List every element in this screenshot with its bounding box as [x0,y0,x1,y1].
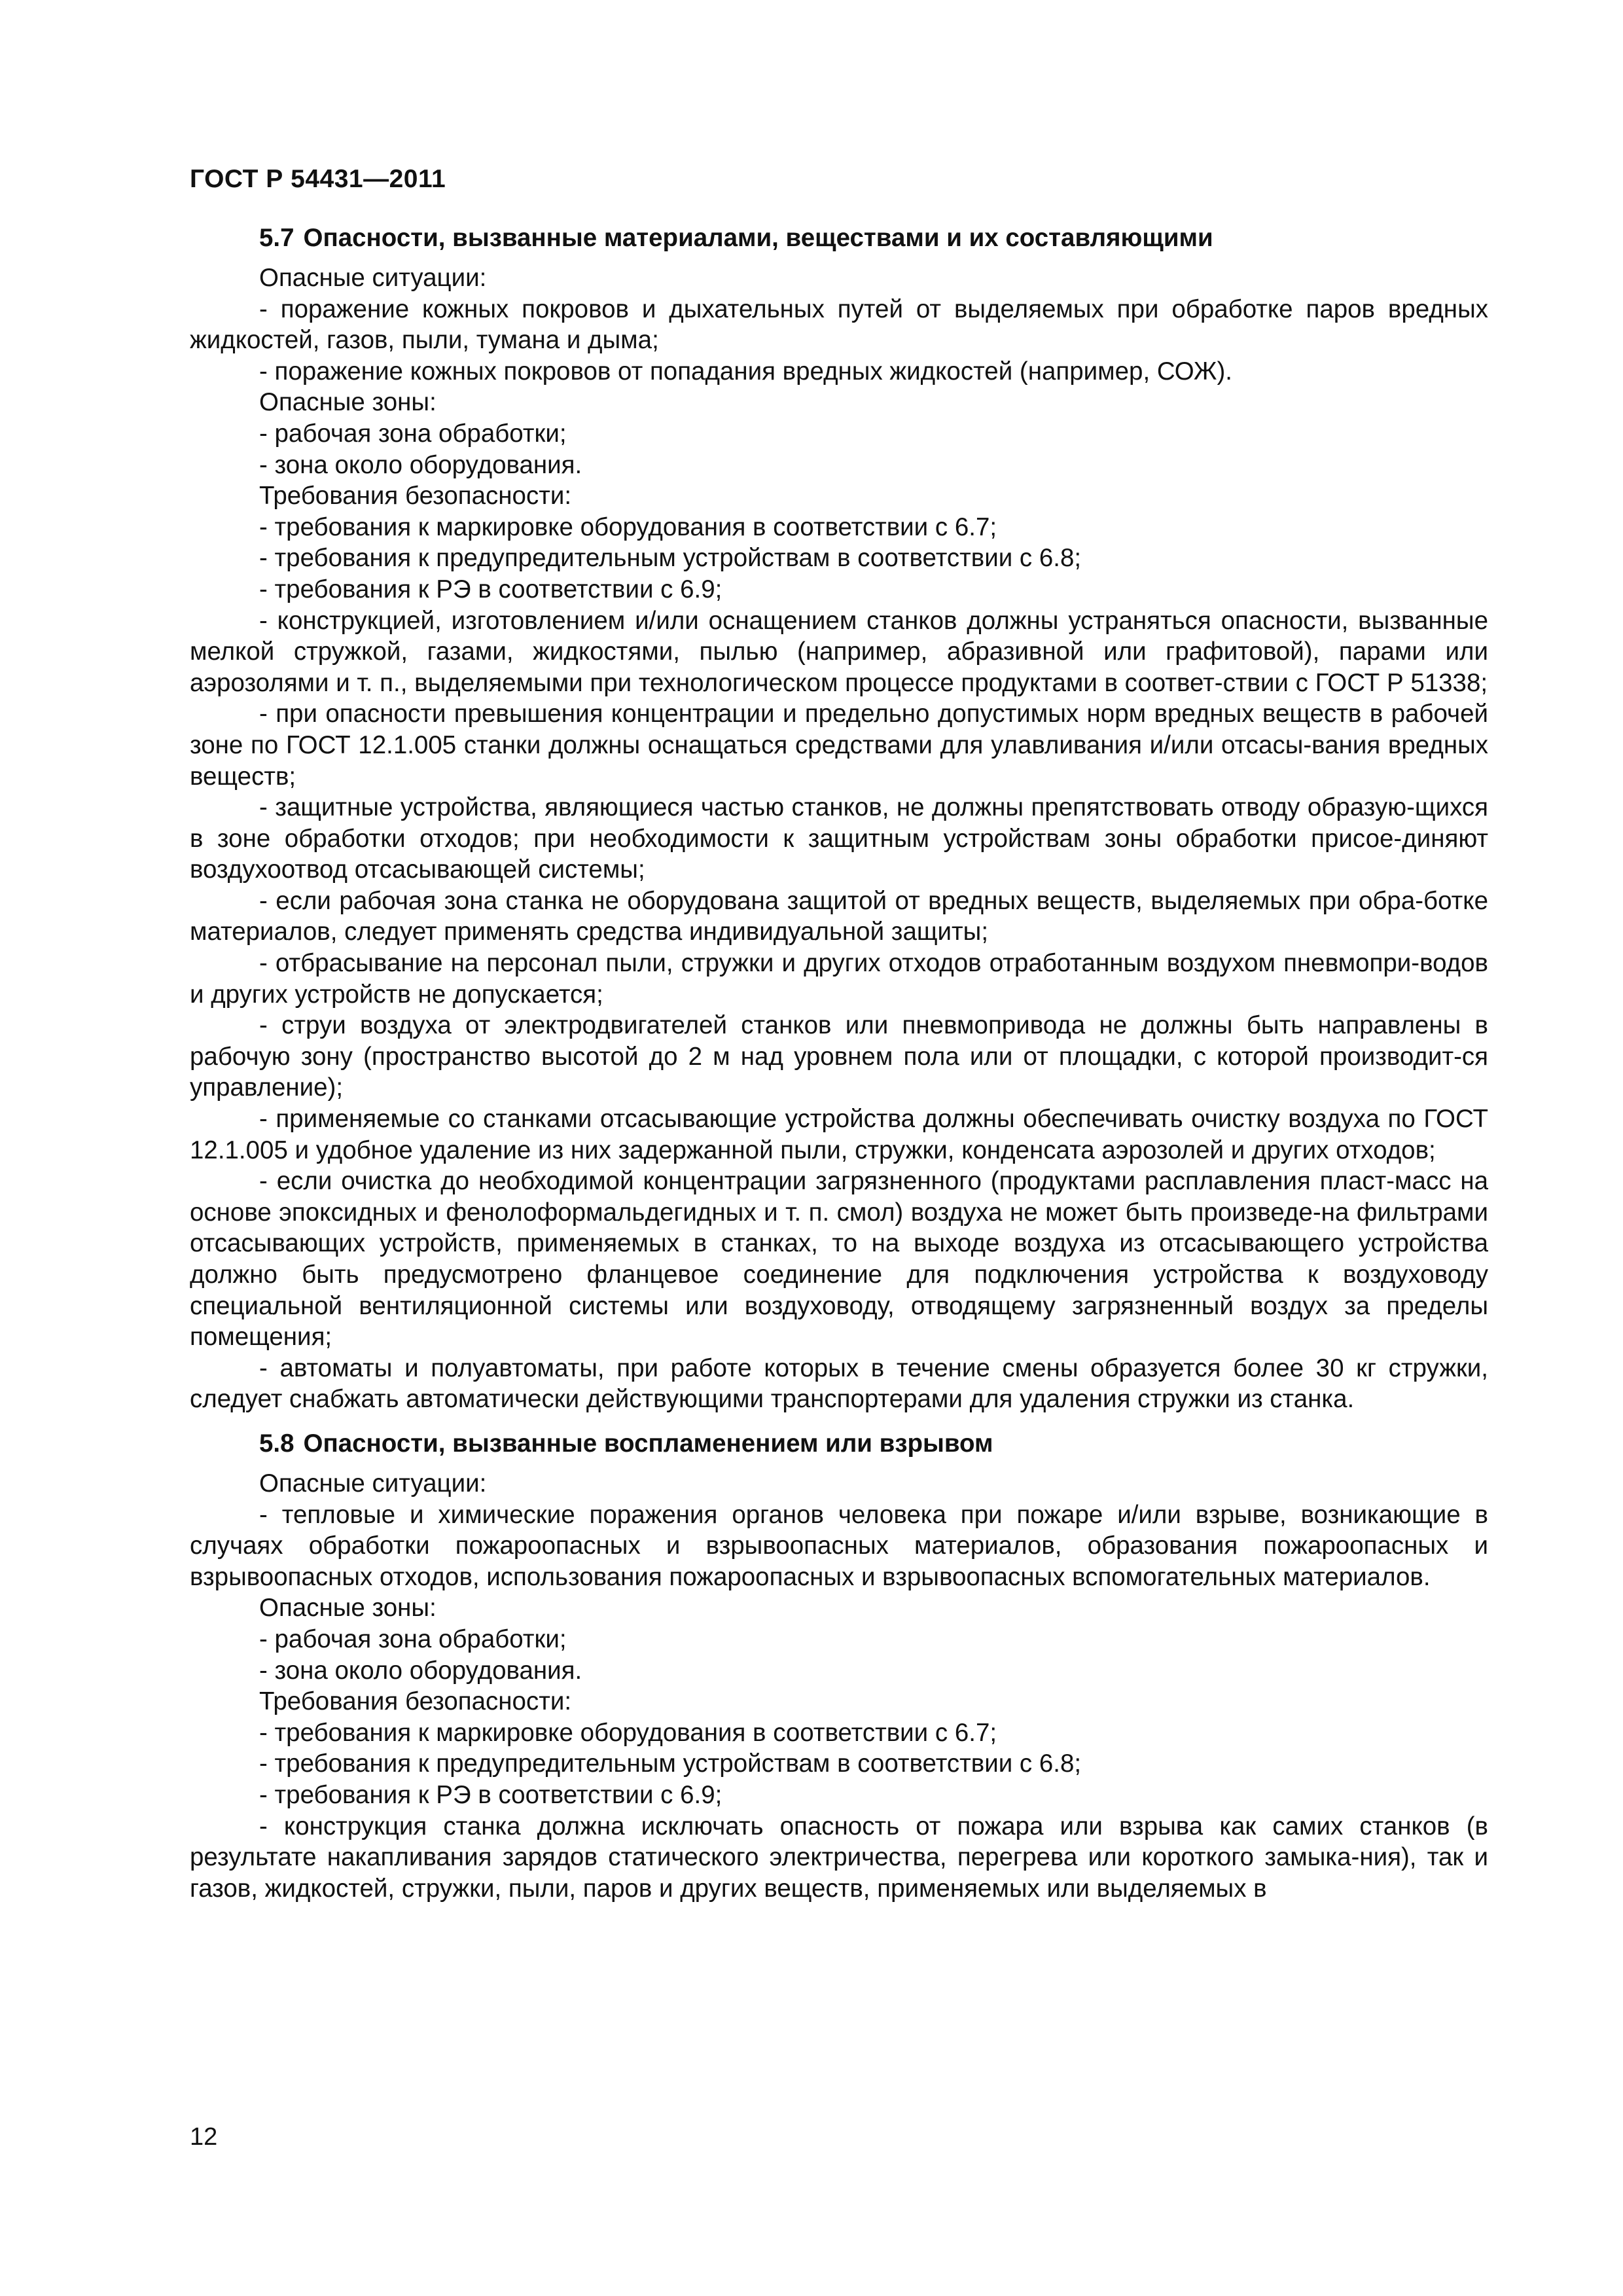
paragraph: - поражение кожных покровов от попадания вредных жидкостей (например, СОЖ). [259,357,1232,386]
paragraph: Опасные ситуации: [259,264,487,292]
paragraph: - зона около оборудования. [259,450,582,479]
paragraph: - если очистка до необходимой концентрации загрязненного (продуктами расплавления пласт-масс на основе эпоксидных и фенолоформальдегидных и т. п. смол) воздуха не может быть произведе-на фильтрами отсасывающих устройств, применяемых в станках, то на выходе воздуха из отсасывающего устройства должно быть предусмотрено фланцевое соединение для подключения устройства к воздуховоду специальной вентиляционной системы или воздуховоду, отводящему загрязненный воздух за пределы помещения; [190,1167,1488,1352]
section-number: 5.8 [259,1429,294,1458]
page-number: 12 [190,2123,218,2151]
paragraph: - требования к маркировке оборудования в соответствии с 6.7; [259,1718,997,1747]
paragraph: - требования к предупредительным устройствам в соответствии с 6.8; [259,544,1082,573]
section-number: 5.7 [259,224,294,252]
paragraph: - поражение кожных покровов и дыхательных путей от выделяемых при обработке паров вредных жидкостей, газов, пыли, тумана и дыма; [190,295,1488,355]
paragraph: - защитные устройства, являющиеся частью станков, не должны препятствовать отводу образую-щихся в зоне обработки отходов; при необходимости к защитным устройствам зоны обработки присое-диняют воздухоотвод отсасывающей системы; [190,793,1488,884]
paragraph: - требования к маркировке оборудования в соответствии с 6.7; [259,512,997,541]
paragraph: - рабочая зона обработки; [259,419,567,448]
paragraph: - применяемые со станками отсасывающие устройства должны обеспечивать очистку воздуха по ГОСТ 12.1.005 и удобное удаление из них задержанной пыли, стружки, конденсата аэрозолей и других отходов; [190,1105,1488,1164]
paragraph: - зона около оборудования. [259,1656,582,1685]
paragraph: - тепловые и химические поражения органов человека при пожаре и/или взрыве, возникающие в случаях обработки пожароопасных и взрывоопасных материалов, образования пожароопасных и взрывоопасных отходов, использования пожароопасных и взрывоопасных вспомогательных материалов. [190,1500,1488,1591]
paragraph: Требования безопасности: [259,482,572,511]
document-body [190,223,1488,1904]
paragraph: - струи воздуха от электродвигателей станков или пневмопривода не должны быть направлены в рабочую зону (пространство высотой до 2 м над уровнем пола или от площадки, с которой производит-ся управление); [190,1011,1488,1102]
paragraph: - требования к РЭ в соответствии с 6.9; [259,575,722,603]
section-heading-5-7 [190,223,1488,253]
section-heading-5-8 [190,1428,1488,1459]
paragraph: - конструкцией, изготовлением и/или оснащением станков должны устраняться опасности, вызванные мелкой стружкой, газами, жидкостями, пылью (например, абразивной или графитовой), парами или аэрозолями и т. п., выделяемыми при технологическом процессе продуктами в соответ-ствии с ГОСТ Р 51338; [190,606,1488,697]
paragraph: - требования к предупредительным устройствам в соответствии с 6.8; [259,1749,1082,1778]
paragraph: - отбрасывание на персонал пыли, стружки и других отходов отработанным воздухом пневмопри-водов и других устройств не допускается; [190,949,1488,1009]
paragraph: Опасные зоны: [259,1594,437,1623]
section-title: Опасности, вызванные материалами, веществами и их составляющими [303,224,1213,252]
section-title: Опасности, вызванные воспламенением или взрывом [303,1429,993,1458]
document-header: ГОСТ Р 54431—2011 [190,165,446,193]
paragraph: - требования к РЭ в соответствии с 6.9; [259,1780,722,1809]
paragraph: - рабочая зона обработки; [259,1624,567,1653]
paragraph: - если рабочая зона станка не оборудована защитой от вредных веществ, выделяемых при обра-ботке материалов, следует применять средства индивидуальной защиты; [190,886,1488,946]
paragraph: Требования безопасности: [259,1687,572,1716]
paragraph: - при опасности превышения концентрации и предельно допустимых норм вредных веществ в рабочей зоне по ГОСТ 12.1.005 станки должны оснащаться средствами для улавливания и/или отсасы-вания вредных веществ; [190,700,1488,791]
paragraph: - автоматы и полуавтоматы, при работе которых в течение смены образуется более 30 кг стружки, следует снабжать автоматически действующими транспортерами для удаления стружки из станка. [190,1354,1488,1414]
paragraph: Опасные зоны: [259,388,437,417]
paragraph: - конструкция станка должна исключать опасность от пожара или взрыва как самих станков (в результате накапливания зарядов статического электричества, перегрева или короткого замыка-ния), так и газов, жидкостей, стружки, пыли, паров и других веществ, применяемых или выделяемых в [190,1812,1488,1903]
paragraph: Опасные ситуации: [259,1469,487,1498]
